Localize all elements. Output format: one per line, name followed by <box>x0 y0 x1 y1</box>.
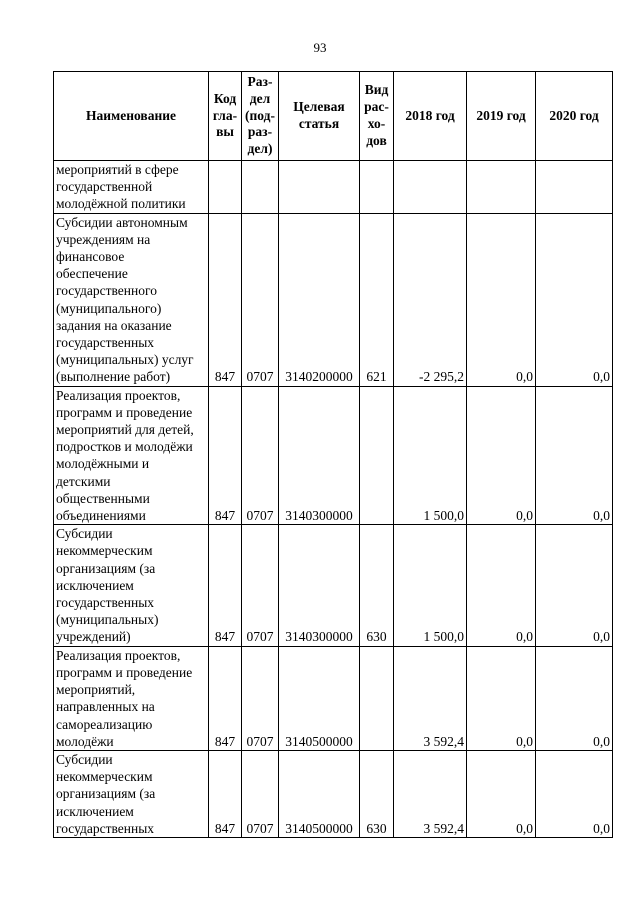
table-row <box>54 213 613 386</box>
name-line: некоммерческим <box>56 543 153 559</box>
name-line: государственных <box>56 820 155 836</box>
cell-name <box>54 646 209 750</box>
cell-target: 3140300000 <box>279 525 360 646</box>
cell-2020: 0,0 <box>536 646 613 750</box>
cell-name <box>54 386 209 525</box>
cell-code <box>209 161 242 214</box>
name-line: (муниципальных) услуг <box>56 352 194 368</box>
name-line: (муниципальных) <box>56 612 159 628</box>
header-name: Наименование <box>54 72 209 161</box>
header-line: Раз- <box>247 74 273 89</box>
header-target <box>279 72 360 161</box>
cell-name <box>54 525 209 646</box>
cell-2020: 0,0 <box>536 525 613 646</box>
header-section <box>242 72 279 161</box>
cell-target: 3140200000 <box>279 213 360 386</box>
name-line: государственной <box>56 179 153 195</box>
cell-2019: 0,0 <box>467 213 536 386</box>
header-2020: 2020 год <box>536 72 613 161</box>
cell-type <box>360 161 394 214</box>
cell-type <box>360 386 394 525</box>
name-line: организациям (за <box>56 786 156 802</box>
header-line: Вид <box>364 82 389 98</box>
table-header-row <box>54 72 613 161</box>
name-line: мероприятий, <box>56 682 136 698</box>
name-line: задания на оказание <box>56 317 172 333</box>
name-line: исключением <box>56 803 134 819</box>
cell-2019: 0,0 <box>467 525 536 646</box>
header-line: дел) <box>247 141 273 157</box>
name-line: общественными <box>56 490 150 506</box>
name-line: Субсидии автономным <box>56 214 188 230</box>
name-line: финансовое <box>56 249 125 265</box>
cell-2019: 0,0 <box>467 386 536 525</box>
name-line: государственного <box>56 283 157 299</box>
cell-type: 630 <box>360 525 394 646</box>
page-number: 93 <box>313 40 327 55</box>
table-row <box>54 646 613 750</box>
cell-target: 3140300000 <box>279 386 360 525</box>
header-line: раз- <box>247 124 273 140</box>
name-line: направленных на <box>56 699 155 715</box>
cell-type <box>360 646 394 750</box>
cell-target <box>279 161 360 214</box>
table-row <box>54 750 613 837</box>
cell-code: 847 <box>209 646 242 750</box>
cell-section: 0707 <box>242 646 279 750</box>
cell-2020 <box>536 161 613 214</box>
name-line: молодёжной политики <box>56 196 186 212</box>
cell-2019: 0,0 <box>467 646 536 750</box>
header-line: рас- <box>364 99 389 115</box>
header-line: статья <box>298 116 340 131</box>
cell-2018: 3 592,4 <box>394 750 467 837</box>
cell-2018: 3 592,4 <box>394 646 467 750</box>
name-line: некоммерческим <box>56 769 153 785</box>
name-line: подростков и молодёжи <box>56 439 193 455</box>
cell-code: 847 <box>209 750 242 837</box>
table-row <box>54 525 613 646</box>
cell-2019: 0,0 <box>467 750 536 837</box>
name-line: мероприятий для детей, <box>56 422 194 438</box>
name-line: Реализация проектов, <box>56 387 181 403</box>
name-line: объединениями <box>56 508 146 524</box>
header-line: вы <box>216 124 234 140</box>
cell-section: 0707 <box>242 213 279 386</box>
cell-section: 0707 <box>242 750 279 837</box>
cell-target: 3140500000 <box>279 646 360 750</box>
name-line: организациям (за <box>56 560 156 576</box>
table-row <box>54 386 613 525</box>
name-line: Реализация проектов, <box>56 647 181 663</box>
cell-code: 847 <box>209 213 242 386</box>
header-type <box>360 72 394 161</box>
table-row <box>54 161 613 214</box>
header-2019: 2019 год <box>467 72 536 161</box>
cell-code: 847 <box>209 386 242 525</box>
cell-2019 <box>467 161 536 214</box>
budget-table <box>53 71 613 838</box>
cell-section <box>242 161 279 214</box>
name-line: мероприятий в сфере <box>56 162 179 177</box>
name-line: учреждений) <box>56 629 131 645</box>
cell-code: 847 <box>209 525 242 646</box>
header-line: Целевая <box>293 99 345 115</box>
cell-type: 621 <box>360 213 394 386</box>
cell-2018 <box>394 161 467 214</box>
cell-2020: 0,0 <box>536 750 613 837</box>
name-line: молодёжи <box>56 733 114 749</box>
name-line: государственных <box>56 595 155 611</box>
name-line: (выполнение работ) <box>56 369 171 385</box>
name-line: детскими <box>56 473 111 489</box>
cell-name <box>54 161 209 214</box>
header-line: (под- <box>245 107 275 123</box>
cell-type: 630 <box>360 750 394 837</box>
cell-section: 0707 <box>242 386 279 525</box>
name-line: учреждениям на <box>56 231 151 247</box>
header-line: Код <box>213 90 237 106</box>
cell-target: 3140500000 <box>279 750 360 837</box>
cell-2018: -2 295,2 <box>394 213 467 386</box>
name-line: программ и проведение <box>56 664 193 680</box>
cell-section: 0707 <box>242 525 279 646</box>
header-code <box>209 72 242 161</box>
name-line: государственных <box>56 335 155 351</box>
cell-2018: 1 500,0 <box>394 386 467 525</box>
name-line: обеспечение <box>56 266 128 282</box>
cell-2018: 1 500,0 <box>394 525 467 646</box>
name-line: программ и проведение <box>56 404 193 420</box>
header-line: гла- <box>212 107 238 123</box>
name-line: (муниципального) <box>56 300 162 316</box>
header-line: дел <box>249 90 271 106</box>
header-2018: 2018 год <box>394 72 467 161</box>
cell-name <box>54 750 209 837</box>
cell-2020: 0,0 <box>536 386 613 525</box>
name-line: Субсидии <box>56 526 113 542</box>
name-line: самореализацию <box>56 716 153 732</box>
cell-2020: 0,0 <box>536 213 613 386</box>
name-line: Субсидии <box>56 751 113 767</box>
name-line: молодёжными и <box>56 456 150 472</box>
cell-name <box>54 213 209 386</box>
header-line: хо- <box>367 116 386 131</box>
name-line: исключением <box>56 577 134 593</box>
header-line: дов <box>366 132 387 148</box>
